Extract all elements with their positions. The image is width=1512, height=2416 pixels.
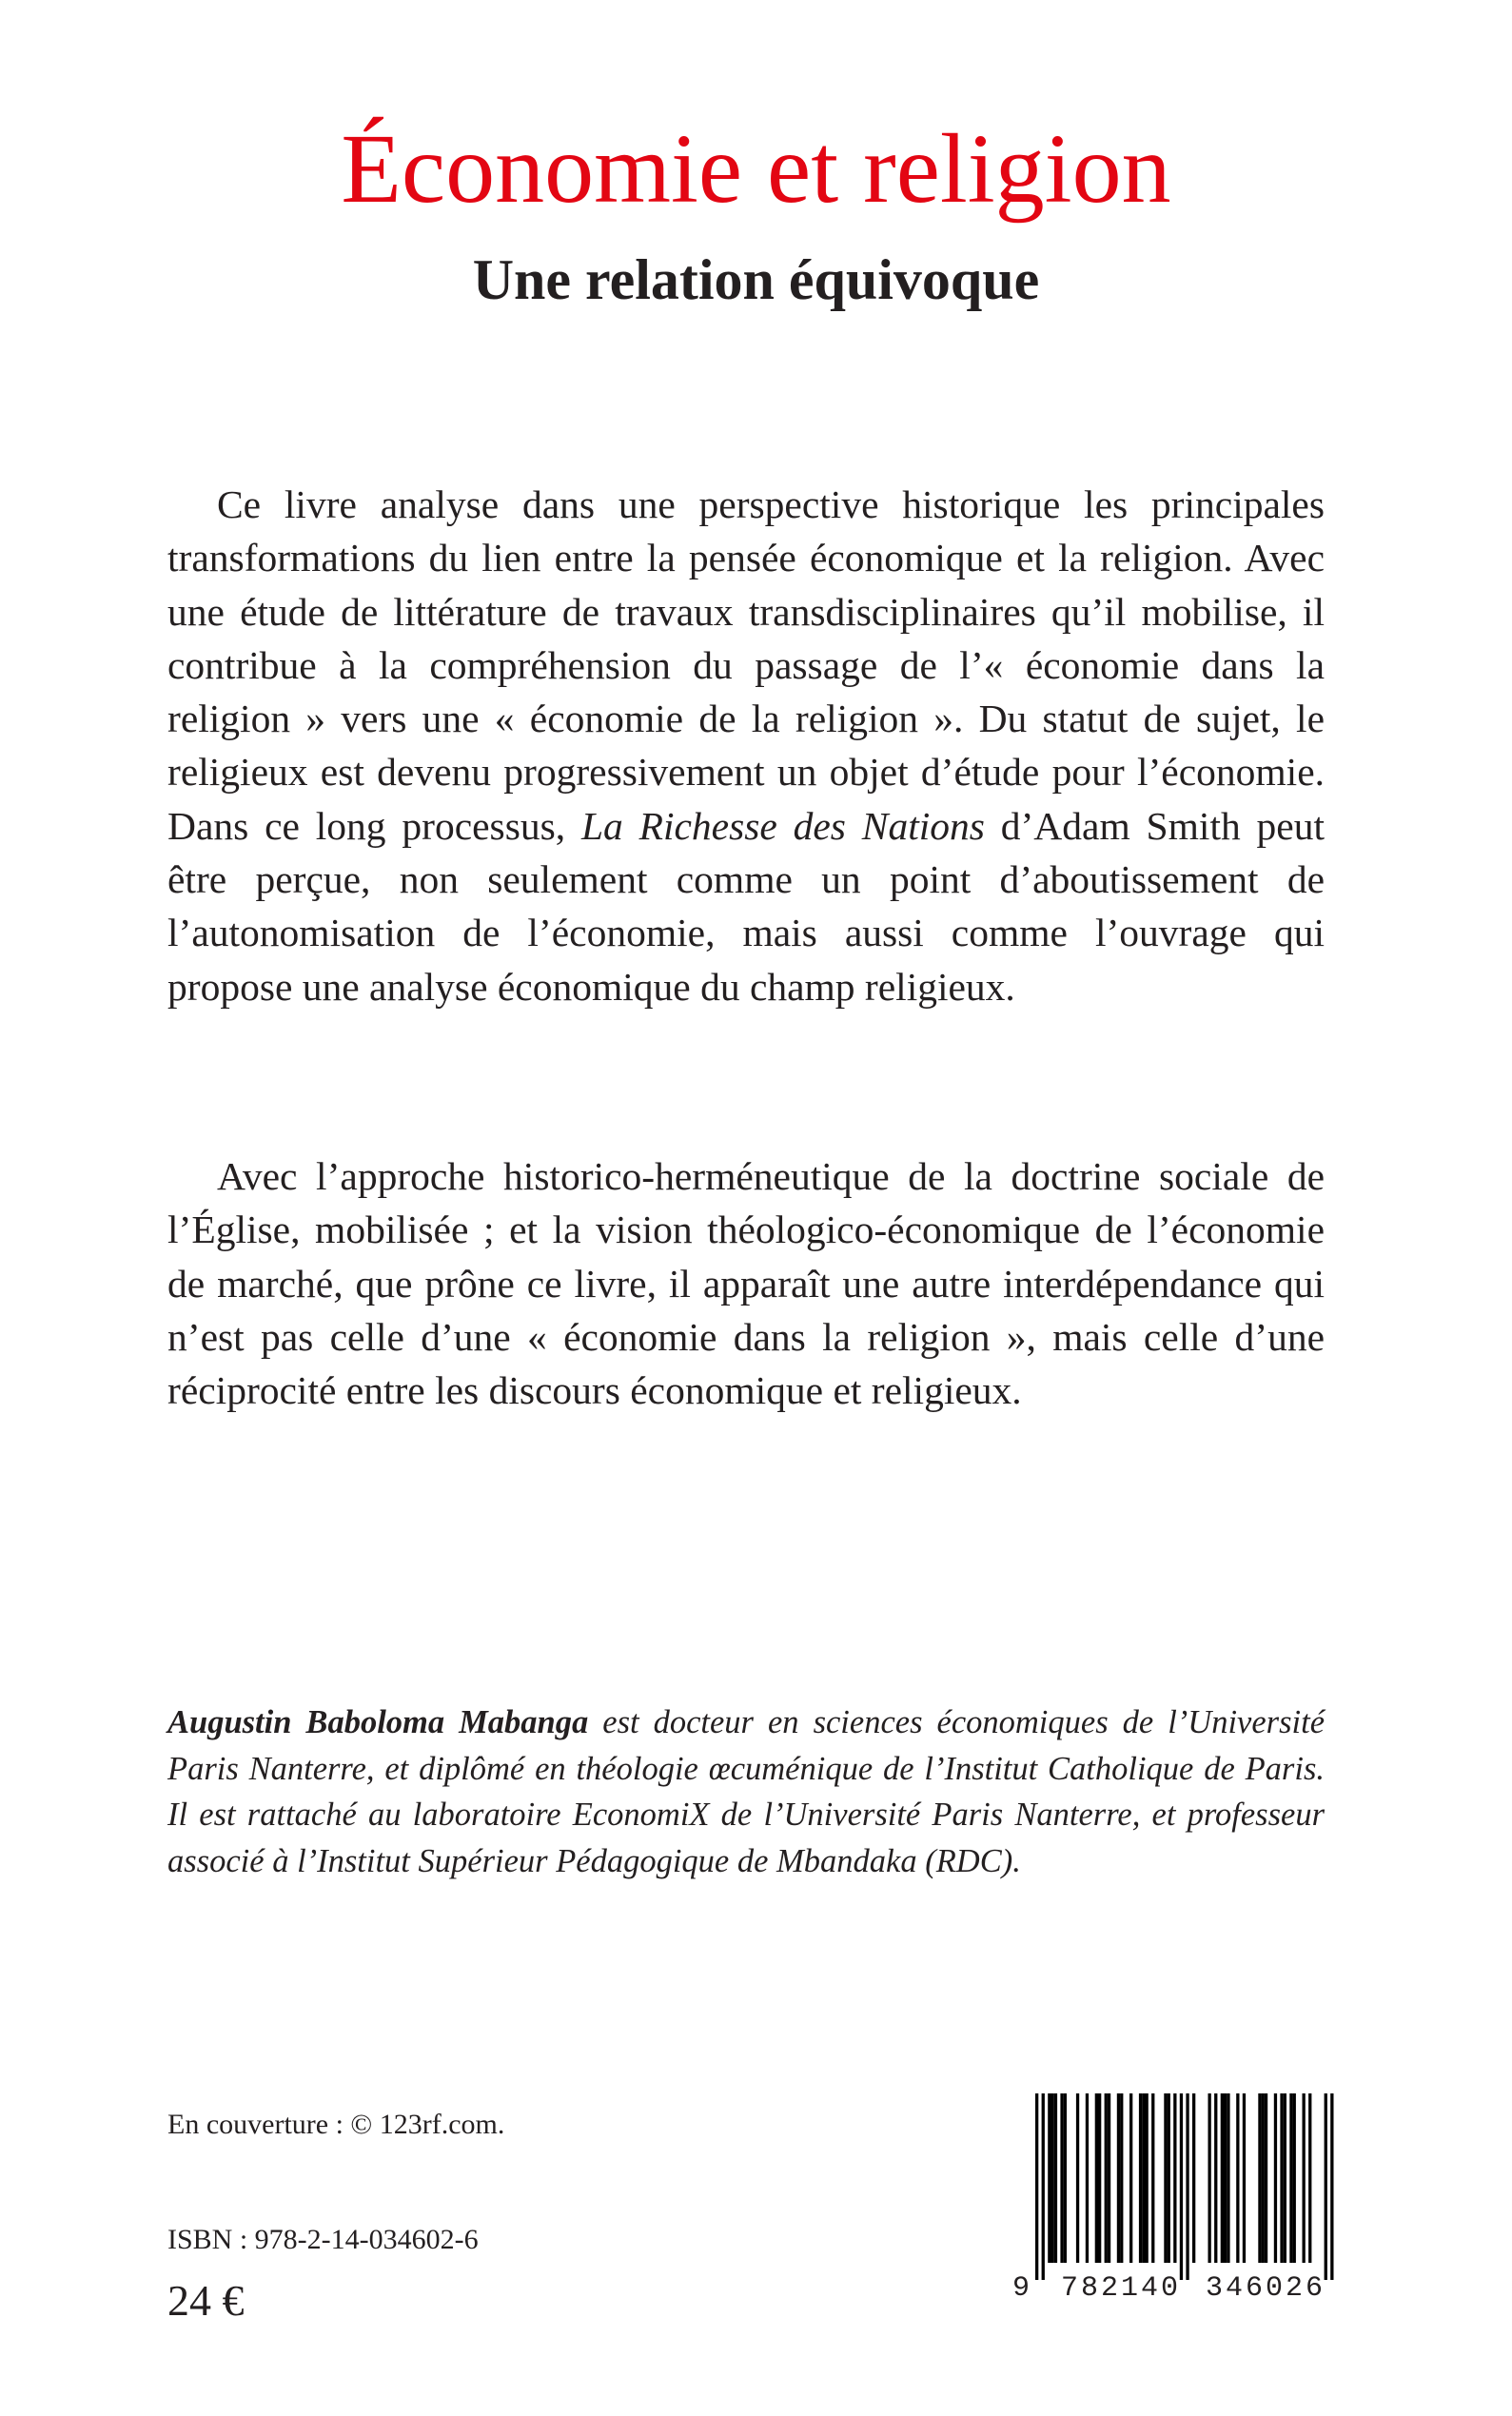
barcode-first-digit: 9 xyxy=(1012,2272,1031,2301)
barcode-bar xyxy=(1280,2093,1283,2263)
barcode-bar xyxy=(1293,2093,1296,2263)
barcode-bar xyxy=(1117,2093,1120,2263)
barcode-bar xyxy=(1224,2093,1227,2263)
barcode-bar xyxy=(1289,2093,1292,2263)
barcode-bar xyxy=(1227,2093,1229,2263)
barcode-bar xyxy=(1095,2093,1098,2263)
barcode-bar xyxy=(1168,2093,1170,2263)
barcode-bar xyxy=(1214,2093,1217,2263)
barcode-bar xyxy=(1192,2093,1195,2263)
barcode-bar xyxy=(1173,2093,1176,2263)
barcode-bar xyxy=(1236,2093,1239,2263)
barcode-group-1: 782140 xyxy=(1060,2272,1182,2301)
barcode-bar xyxy=(1303,2093,1306,2263)
barcode-bar xyxy=(1139,2093,1142,2263)
cited-work-title: La Richesse des Nations xyxy=(580,803,985,848)
isbn-barcode xyxy=(1009,2093,1351,2301)
barcode-bar xyxy=(1330,2093,1333,2280)
summary-paragraph-1-text-a: Ce livre analyse dans une perspective historique les principales transformations du lien entre la pensée économique et la religion. Avec une étude de littérature de travaux transdisciplinaires qu’il mobilise, il contribue à la compréhension du passage de l’« économie dans la religion » vers une « économie de la religion ». Du statut de sujet, le religieux est devenu progressivement un objet d’étude pour l’économie. Dans ce long processus, xyxy=(167,482,1325,848)
barcode-bars xyxy=(1035,2093,1334,2280)
summary-paragraph-1 xyxy=(167,478,1325,1013)
barcode-bar xyxy=(1142,2093,1145,2263)
barcode-bar xyxy=(1060,2093,1063,2263)
summary-paragraph-2 xyxy=(167,1149,1325,1417)
author-bio xyxy=(167,1699,1325,1884)
barcode-bar xyxy=(1120,2093,1123,2263)
barcode-bar xyxy=(1042,2093,1045,2280)
barcode-bar xyxy=(1064,2093,1067,2263)
barcode-bar xyxy=(1054,2093,1057,2263)
barcode-bar xyxy=(1151,2093,1154,2263)
book-subtitle: Une relation équivoque xyxy=(472,248,1040,311)
barcode-bar xyxy=(1258,2093,1261,2263)
barcode-bar xyxy=(1325,2093,1327,2280)
barcode-bar xyxy=(1035,2093,1038,2280)
barcode-group-2: 346026 xyxy=(1205,2272,1326,2301)
barcode-bar xyxy=(1076,2093,1079,2263)
author-name: Augustin Baboloma Mabanga xyxy=(167,1704,589,1740)
barcode-bar xyxy=(1051,2093,1054,2263)
barcode-bar xyxy=(1086,2093,1089,2263)
barcode-bar xyxy=(1262,2093,1265,2263)
barcode-bar xyxy=(1308,2093,1311,2263)
barcode-bar xyxy=(1105,2093,1108,2263)
barcode-bar xyxy=(1186,2093,1188,2280)
author-bio-text: est docteur en sciences économiques de l’Université Paris Nanterre, et diplômé en théologie œcuménique de l’Institut Catholique de Paris. Il est rattaché au laboratoire EconomiX de l’Université Paris Nanterre, et professeur associé à l’Institut Supérieur Pédagogique de Mbandaka (RDC). xyxy=(167,1704,1325,1879)
barcode-bar xyxy=(1243,2093,1246,2263)
barcode-bar xyxy=(1108,2093,1110,2263)
barcode-bar xyxy=(1048,2093,1051,2263)
barcode-bar xyxy=(1146,2093,1149,2263)
price: 24 € xyxy=(167,2276,245,2325)
barcode-bar xyxy=(1098,2093,1101,2263)
barcode-bar xyxy=(1221,2093,1224,2263)
barcode-bar xyxy=(1265,2093,1267,2263)
isbn: ISBN : 978-2-14-034602-6 xyxy=(167,2224,479,2255)
barcode-bar xyxy=(1208,2093,1211,2263)
barcode-bar xyxy=(1129,2093,1132,2263)
book-title: Économie et religion xyxy=(341,114,1171,224)
barcode-bar xyxy=(1284,2093,1286,2263)
summary-paragraph-1-text-b: d’Adam Smith peut être perçue, non seulement comme un point d’aboutissement de l’autonomisation de l’économie, mais aussi comme l’ouvrage qui propose une analyse économique du champ religieux. xyxy=(167,803,1325,1009)
cover-credit: En couverture : © 123rf.com. xyxy=(167,2109,505,2140)
barcode-bar xyxy=(1180,2093,1183,2280)
barcode-bar xyxy=(1274,2093,1277,2263)
summary-paragraph-2-text: Avec l’approche historico-herméneutique de la doctrine sociale de l’Église, mobilisée ; et la vision théologico-économique de l’économie de marché, que prône ce livre, il apparaît une autre interdépendance qui n’est pas celle d’une « économie dans la religion », mais celle d’une réciprocité entre les discours économique et religieux. xyxy=(167,1154,1325,1413)
barcode-bar xyxy=(1164,2093,1167,2263)
